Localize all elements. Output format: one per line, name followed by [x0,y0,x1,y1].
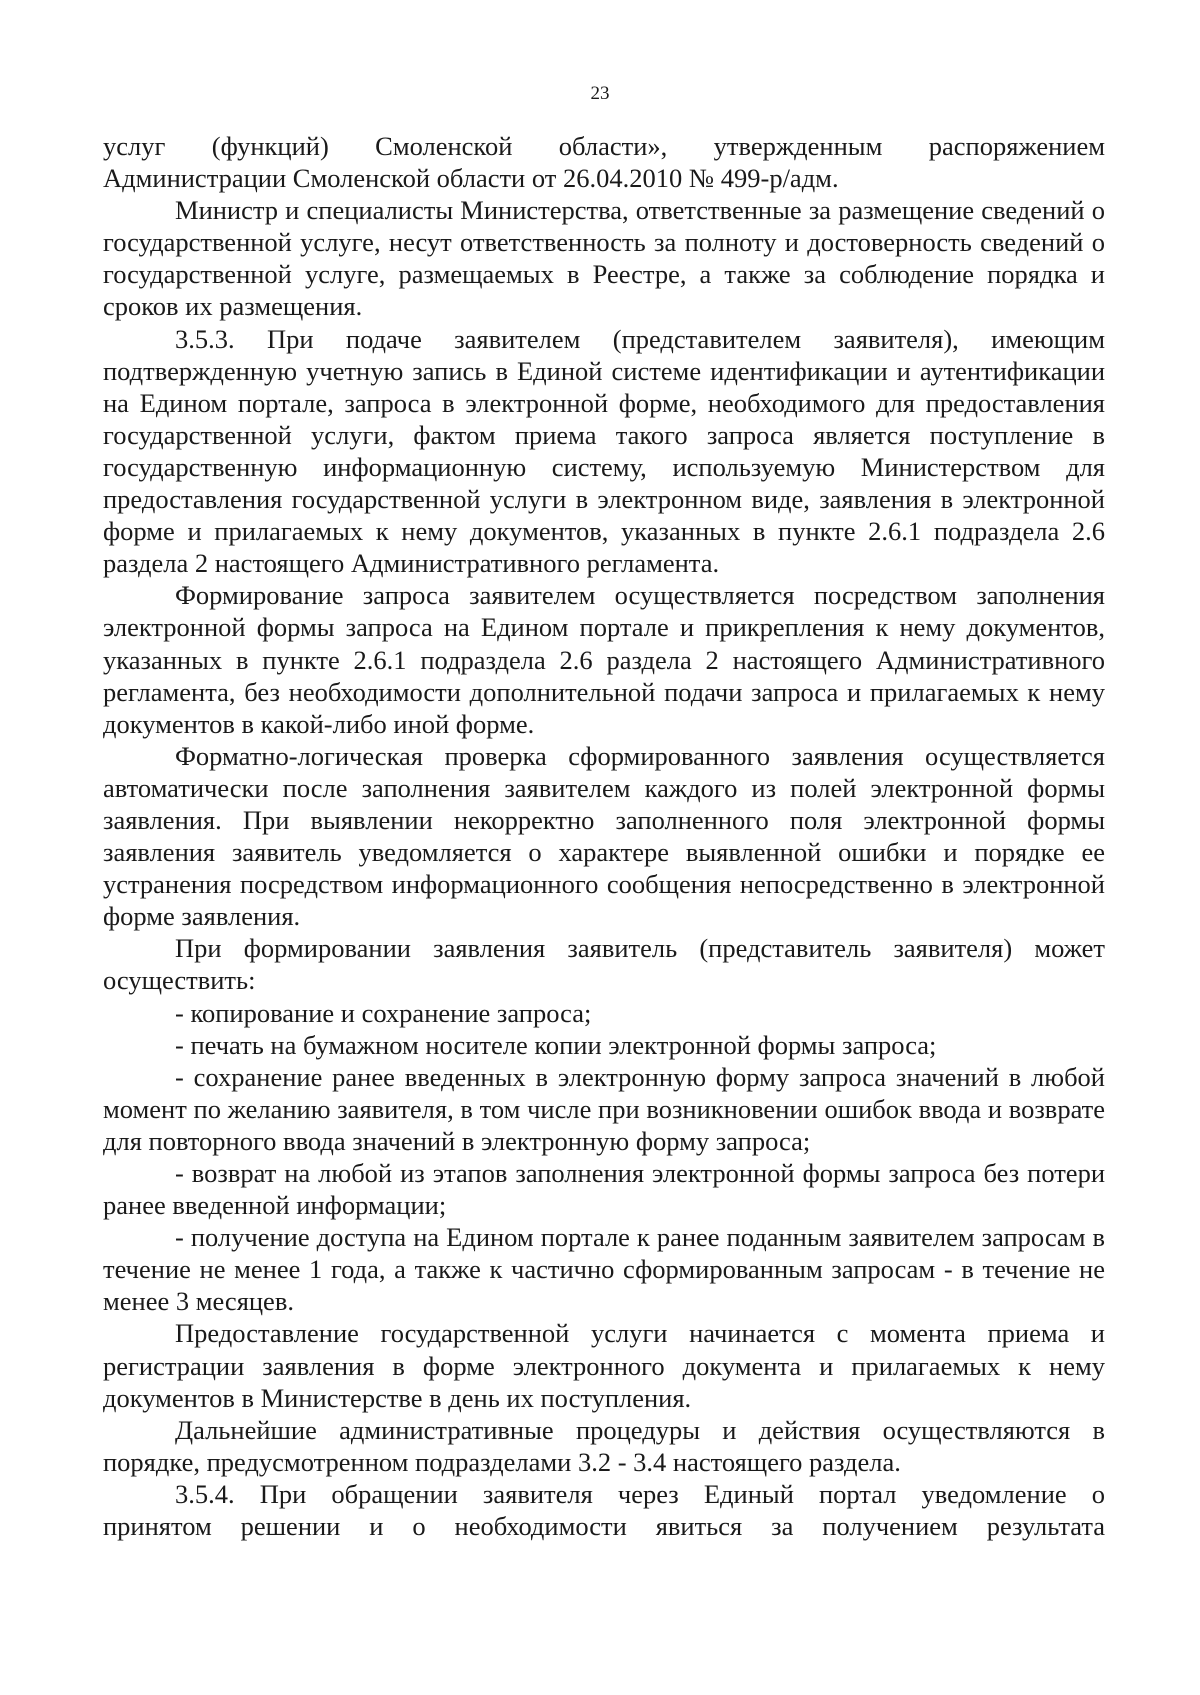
list-item: - печать на бумажном носителе копии электронной формы запроса; [175,1029,937,1060]
paragraph-section-3-5-4 [103,1478,1105,1542]
paragraph: Дальнейшие административные процедуры и действия осуществляются в порядке, предусмотренном подразделами 3.2 - 3.4 настоящего раздела. [103,1414,1105,1477]
list-item: - возврат на любой из этапов заполнения электронной формы запроса без потери ранее введенной информации; [103,1158,1105,1221]
paragraph-line: услуг (функций) Смоленской области», утвержденным распоряжением [103,131,1105,161]
list-item: - сохранение ранее введенных в электронную форму запроса значений в любой момент по желанию заявителя, в том числе при возникновении ошибок ввода и возврате для повторного ввода значений в электронную форму запроса; [103,1061,1105,1156]
paragraph: Министр и специалисты Министерства, ответственные за размещение сведений о государственной услуге, несут ответственность за полноту и достоверность сведений о государственной услуге, размещаемых в Реестре, а также за соблюдение порядка и сроков их размещения. [103,195,1105,322]
list-item: - копирование и сохранение запроса; [175,997,592,1028]
paragraph: Предоставление государственной услуги начинается с момента приема и регистрации заявления в форме электронного документа и прилагаемых к нему документов в Министерстве в день их поступления. [103,1318,1105,1413]
page-number: 23 [590,83,610,104]
paragraph-line: 3.5.4. При обращении заявителя через Единый портал уведомление о [175,1478,1105,1509]
paragraph-section-3-5-3: 3.5.3. При подаче заявителем (представителем заявителя), имеющим подтвержденную учетную запись в Единой системе идентификации и аутентификации на Едином портале, запроса в электронной форме, необходимого для предоставления государственной услуги, фактом приема такого запроса является поступление в государственную информационную систему, используемую Министерством для предоставления государственной услуги в электронном виде, заявления в электронной форме и прилагаемых к нему документов, указанных в пункте 2.6.1 подраздела 2.6 раздела 2 настоящего Административного регламента. [103,323,1105,579]
paragraph-continuation [103,130,1105,194]
paragraph: Формирование запроса заявителем осуществляется посредством заполнения электронной формы запроса на Едином портале и прикрепления к нему документов, указанных в пункте 2.6.1 подраздела 2.6 раздела 2 настоящего Административного регламента, без необходимости дополнительной подачи запроса и прилагаемых к нему документов в какой-либо иной форме. [103,580,1105,739]
paragraph: Форматно-логическая проверка сформированного заявления осуществляется автоматически после заполнения заявителем каждого из полей электронной формы заявления. При выявлении некорректно заполненного поля электронной формы заявления заявитель уведомляется о характере выявленной ошибки и порядке ее устранения посредством информационного сообщения непосредственно в электронной форме заявления. [103,740,1105,932]
paragraph: При формировании заявления заявитель (представитель заявителя) может осуществить: [103,933,1105,996]
list-item: - получение доступа на Едином портале к ранее поданным заявителем запросам в течение не менее 1 года, а также к частично сформированным запросам - в течение не менее 3 месяцев. [103,1222,1105,1317]
paragraph-line: Администрации Смоленской области от 26.04.2010 № 499-р/адм. [103,163,839,194]
document-body [103,130,1105,1542]
paragraph-line: принятом решении и о необходимости явиться за получением результата [103,1511,1105,1542]
